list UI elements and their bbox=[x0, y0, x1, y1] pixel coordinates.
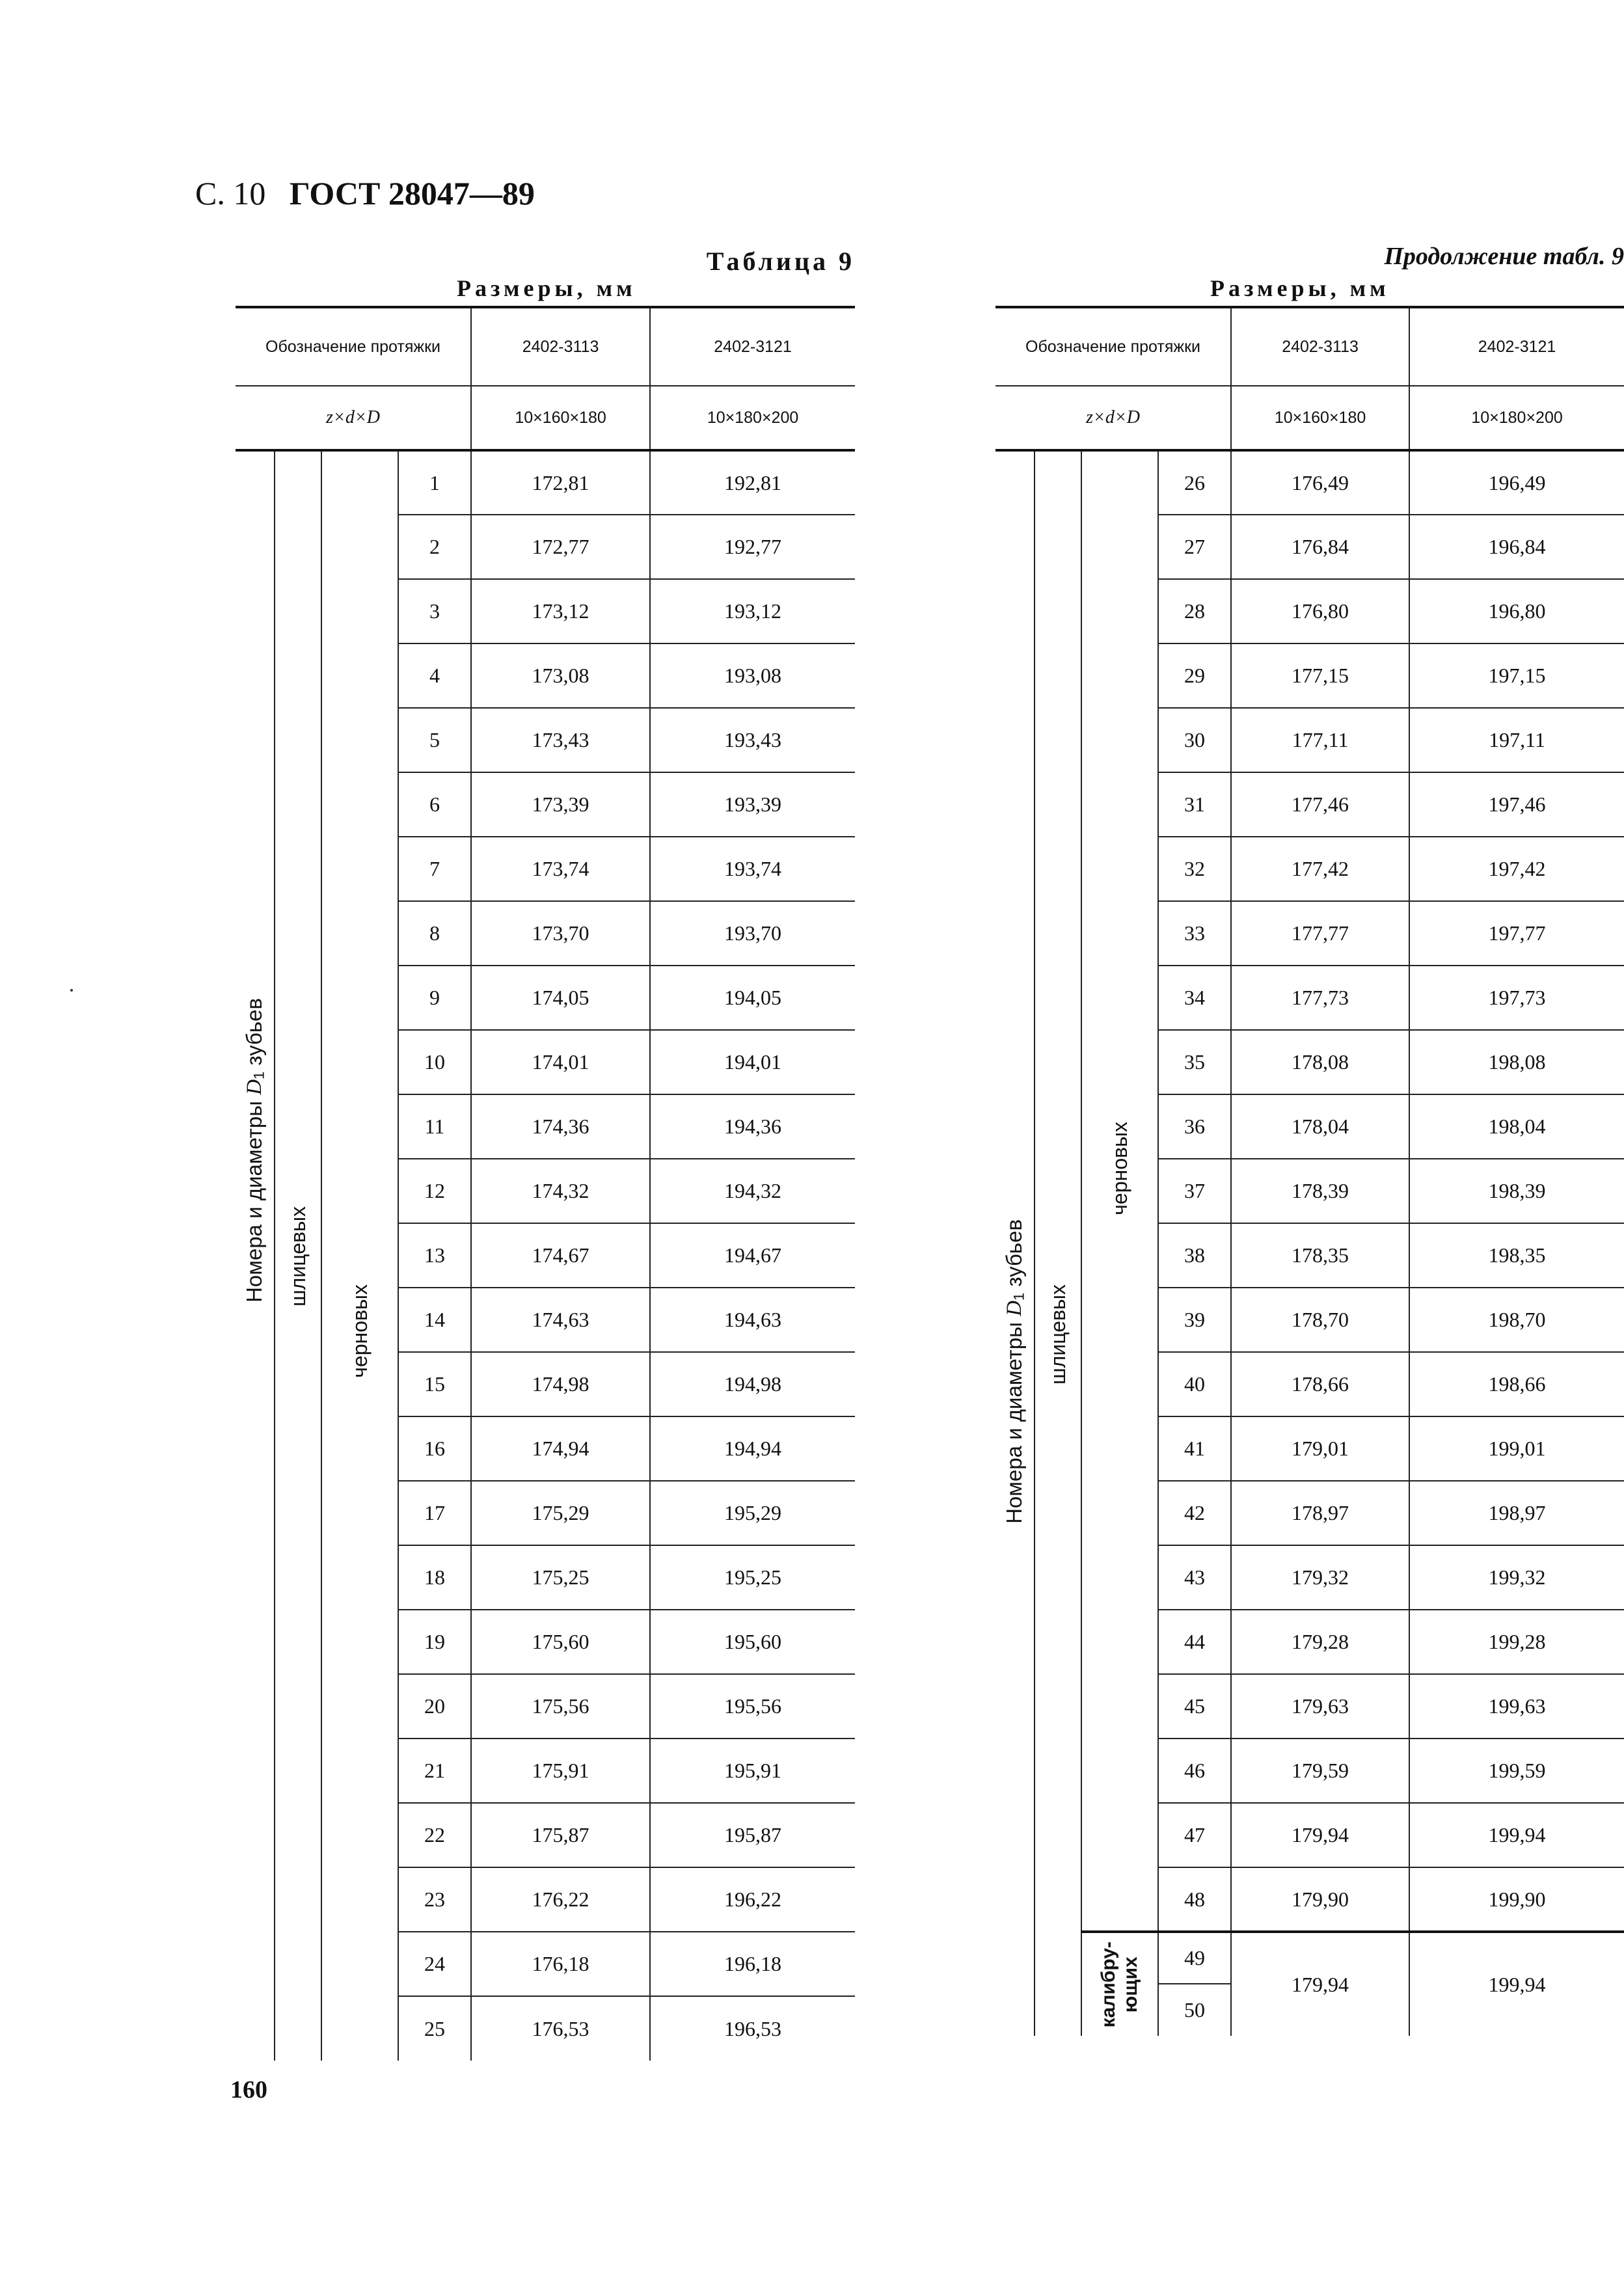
diameter-value-col-2: 193,39 bbox=[650, 772, 855, 837]
diameter-value-col-2: 196,22 bbox=[650, 1867, 855, 1932]
tooth-number: 7 bbox=[398, 837, 471, 901]
diameter-value-col-2: 195,56 bbox=[650, 1674, 855, 1739]
dimensions-table-continued bbox=[995, 306, 1624, 2036]
diameter-value-col-1: 179,94 bbox=[1231, 1803, 1409, 1867]
diameter-value-col-1: 177,11 bbox=[1231, 708, 1409, 772]
diameter-value-col-2: 192,77 bbox=[650, 515, 855, 579]
diameter-value-col-1: 173,74 bbox=[471, 837, 650, 901]
diameter-value-col-1: 175,60 bbox=[471, 1610, 650, 1674]
tooth-number: 16 bbox=[398, 1416, 471, 1481]
header-row-dims bbox=[995, 386, 1624, 450]
diameter-value-col-2: 193,08 bbox=[650, 643, 855, 708]
standard-number: ГОСТ 28047—89 bbox=[289, 175, 535, 211]
diameter-value-col-1: 176,80 bbox=[1231, 579, 1409, 643]
tooth-number: 25 bbox=[398, 1996, 471, 2061]
table-row bbox=[995, 450, 1624, 515]
dims-col-2: 10×180×200 bbox=[650, 386, 855, 450]
diameter-value-col-2: 195,29 bbox=[650, 1481, 855, 1545]
diameter-value-col-2: 198,66 bbox=[1409, 1352, 1624, 1416]
tooth-number: 30 bbox=[1158, 708, 1231, 772]
diameter-value-col-1: 179,63 bbox=[1231, 1674, 1409, 1739]
diameter-value-col-1: 174,05 bbox=[471, 966, 650, 1030]
diameter-value-col-1: 173,39 bbox=[471, 772, 650, 837]
diameter-value-col-1: 179,28 bbox=[1231, 1610, 1409, 1674]
dims-col-2: 10×180×200 bbox=[1409, 386, 1624, 450]
header-col-1: 2402-3113 bbox=[471, 307, 650, 386]
diameter-value-col-2: 193,12 bbox=[650, 579, 855, 643]
tooth-number: 33 bbox=[1158, 901, 1231, 966]
page-header bbox=[195, 174, 535, 212]
diameter-value-col-2: 199,90 bbox=[1409, 1867, 1624, 1932]
diameter-value-col-1: 176,53 bbox=[471, 1996, 650, 2061]
tooth-number: 23 bbox=[398, 1867, 471, 1932]
diameter-value-col-2: 195,91 bbox=[650, 1739, 855, 1803]
diameter-value-col-2: 198,04 bbox=[1409, 1094, 1624, 1159]
diameter-value-col-1: 174,36 bbox=[471, 1094, 650, 1159]
diameter-value-col-1: 179,90 bbox=[1231, 1867, 1409, 1932]
category-label-cell bbox=[1081, 450, 1158, 1932]
diameter-value-col-2: 199,32 bbox=[1409, 1545, 1624, 1610]
tooth-number: 43 bbox=[1158, 1545, 1231, 1610]
tooth-number: 29 bbox=[1158, 643, 1231, 708]
table-row-calibration bbox=[995, 1932, 1624, 1984]
diameter-value-col-2: 194,32 bbox=[650, 1159, 855, 1223]
tooth-number: 2 bbox=[398, 515, 471, 579]
diameter-value-col-2: 195,87 bbox=[650, 1803, 855, 1867]
calibration-value-col-2: 199,94 bbox=[1409, 1932, 1624, 2036]
diameter-value-col-2: 198,70 bbox=[1409, 1288, 1624, 1352]
tooth-number: 37 bbox=[1158, 1159, 1231, 1223]
diameter-value-col-1: 173,08 bbox=[471, 643, 650, 708]
tooth-number: 32 bbox=[1158, 837, 1231, 901]
header-designation: Обозначение протяжки bbox=[995, 307, 1231, 386]
tooth-number: 21 bbox=[398, 1739, 471, 1803]
diameter-value-col-1: 173,70 bbox=[471, 901, 650, 966]
group-label: Номера и диаметры $D_1$ зубьев bbox=[1001, 1219, 1027, 1524]
tooth-number: 28 bbox=[1158, 579, 1231, 643]
diameter-value-col-1: 176,22 bbox=[471, 1867, 650, 1932]
calibration-label: калибру- ющих bbox=[1098, 1941, 1141, 2028]
diameter-value-col-1: 178,66 bbox=[1231, 1352, 1409, 1416]
tooth-number: 45 bbox=[1158, 1674, 1231, 1739]
diameter-value-col-1: 178,97 bbox=[1231, 1481, 1409, 1545]
diameter-value-col-2: 197,42 bbox=[1409, 837, 1624, 901]
diameter-value-col-1: 175,25 bbox=[471, 1545, 650, 1610]
header-col-1: 2402-3113 bbox=[1231, 307, 1409, 386]
calibration-value-col-1: 179,94 bbox=[1231, 1932, 1409, 2036]
dims-col-1: 10×160×180 bbox=[1231, 386, 1409, 450]
diameter-value-col-1: 176,49 bbox=[1231, 450, 1409, 515]
table-row bbox=[236, 450, 855, 515]
group-label-cell bbox=[995, 450, 1035, 2036]
tooth-number: 41 bbox=[1158, 1416, 1231, 1481]
tooth-number: 14 bbox=[398, 1288, 471, 1352]
diameter-value-col-1: 178,39 bbox=[1231, 1159, 1409, 1223]
diameter-value-col-1: 174,63 bbox=[471, 1288, 650, 1352]
tooth-number: 18 bbox=[398, 1545, 471, 1610]
diameter-value-col-1: 175,87 bbox=[471, 1803, 650, 1867]
tooth-number: 9 bbox=[398, 966, 471, 1030]
tooth-number: 20 bbox=[398, 1674, 471, 1739]
subgroup-label: шлицевых bbox=[1046, 1284, 1070, 1385]
category-label: черновых bbox=[1107, 1122, 1131, 1215]
units-label: Размеры, мм bbox=[457, 275, 636, 301]
header-col-2: 2402-3121 bbox=[1409, 307, 1624, 386]
tooth-number: 6 bbox=[398, 772, 471, 837]
tooth-number: 44 bbox=[1158, 1610, 1231, 1674]
diameter-value-col-2: 196,84 bbox=[1409, 515, 1624, 579]
diameter-value-col-2: 197,15 bbox=[1409, 643, 1624, 708]
tooth-number: 47 bbox=[1158, 1803, 1231, 1867]
diameter-value-col-1: 179,01 bbox=[1231, 1416, 1409, 1481]
tooth-number: 4 bbox=[398, 643, 471, 708]
header-row-designation bbox=[995, 307, 1624, 386]
diameter-value-col-2: 195,60 bbox=[650, 1610, 855, 1674]
tooth-number: 48 bbox=[1158, 1867, 1231, 1932]
diameter-value-col-2: 198,08 bbox=[1409, 1030, 1624, 1094]
tooth-number: 24 bbox=[398, 1932, 471, 1996]
tooth-number: 49 bbox=[1158, 1932, 1231, 1984]
tooth-number: 8 bbox=[398, 901, 471, 966]
diameter-value-col-1: 172,81 bbox=[471, 450, 650, 515]
diameter-value-col-1: 172,77 bbox=[471, 515, 650, 579]
category-label-cell bbox=[321, 450, 398, 2061]
subgroup-label-cell bbox=[275, 450, 321, 2061]
tooth-number: 5 bbox=[398, 708, 471, 772]
diameter-value-col-2: 196,49 bbox=[1409, 450, 1624, 515]
diameter-value-col-1: 174,98 bbox=[471, 1352, 650, 1416]
dimensions-table bbox=[236, 306, 855, 2061]
tooth-number: 36 bbox=[1158, 1094, 1231, 1159]
diameter-value-col-2: 197,77 bbox=[1409, 901, 1624, 966]
tooth-number: 38 bbox=[1158, 1223, 1231, 1288]
diameter-value-col-1: 176,18 bbox=[471, 1932, 650, 1996]
diameter-value-col-2: 194,01 bbox=[650, 1030, 855, 1094]
tooth-number: 27 bbox=[1158, 515, 1231, 579]
diameter-value-col-2: 197,11 bbox=[1409, 708, 1624, 772]
diameter-value-col-2: 193,74 bbox=[650, 837, 855, 901]
diameter-value-col-2: 197,73 bbox=[1409, 966, 1624, 1030]
tooth-number: 19 bbox=[398, 1610, 471, 1674]
page-number: 160 bbox=[230, 2076, 267, 2104]
diameter-value-col-2: 194,05 bbox=[650, 966, 855, 1030]
tooth-number: 31 bbox=[1158, 772, 1231, 837]
diameter-value-col-1: 177,46 bbox=[1231, 772, 1409, 837]
tooth-number: 10 bbox=[398, 1030, 471, 1094]
tooth-number: 3 bbox=[398, 579, 471, 643]
diameter-value-col-1: 174,94 bbox=[471, 1416, 650, 1481]
diameter-value-col-2: 196,53 bbox=[650, 1996, 855, 2061]
tooth-number: 35 bbox=[1158, 1030, 1231, 1094]
diameter-value-col-1: 173,12 bbox=[471, 579, 650, 643]
diameter-value-col-2: 193,70 bbox=[650, 901, 855, 966]
diameter-value-col-2: 194,67 bbox=[650, 1223, 855, 1288]
scan-speck bbox=[70, 989, 73, 992]
header-dims-label: z×d×D bbox=[236, 386, 471, 450]
diameter-value-col-1: 176,84 bbox=[1231, 515, 1409, 579]
header-col-2: 2402-3121 bbox=[650, 307, 855, 386]
subgroup-label: шлицевых bbox=[286, 1206, 310, 1306]
diameter-value-col-1: 178,08 bbox=[1231, 1030, 1409, 1094]
tooth-number: 15 bbox=[398, 1352, 471, 1416]
table-caption: Таблица 9 bbox=[706, 247, 855, 276]
diameter-value-col-1: 173,43 bbox=[471, 708, 650, 772]
diameter-value-col-1: 179,59 bbox=[1231, 1739, 1409, 1803]
tooth-number: 22 bbox=[398, 1803, 471, 1867]
tooth-number: 39 bbox=[1158, 1288, 1231, 1352]
diameter-value-col-2: 195,25 bbox=[650, 1545, 855, 1610]
diameter-value-col-1: 174,32 bbox=[471, 1159, 650, 1223]
tooth-number: 12 bbox=[398, 1159, 471, 1223]
diameter-value-col-1: 175,91 bbox=[471, 1739, 650, 1803]
table-continued-caption: Продолжение табл. 9 bbox=[1384, 243, 1624, 270]
diameter-value-col-1: 175,29 bbox=[471, 1481, 650, 1545]
page-prefix: С. 10 bbox=[195, 175, 266, 211]
diameter-value-col-2: 199,63 bbox=[1409, 1674, 1624, 1739]
tooth-number: 13 bbox=[398, 1223, 471, 1288]
diameter-value-col-1: 175,56 bbox=[471, 1674, 650, 1739]
diameter-value-col-2: 197,46 bbox=[1409, 772, 1624, 837]
dims-col-1: 10×160×180 bbox=[471, 386, 650, 450]
category-label: черновых bbox=[347, 1284, 372, 1378]
diameter-value-col-2: 198,39 bbox=[1409, 1159, 1624, 1223]
diameter-value-col-2: 198,97 bbox=[1409, 1481, 1624, 1545]
calibration-label-cell bbox=[1081, 1932, 1158, 2036]
diameter-value-col-1: 177,73 bbox=[1231, 966, 1409, 1030]
diameter-value-col-2: 194,63 bbox=[650, 1288, 855, 1352]
tooth-number: 42 bbox=[1158, 1481, 1231, 1545]
diameter-value-col-1: 177,42 bbox=[1231, 837, 1409, 901]
diameter-value-col-2: 192,81 bbox=[650, 450, 855, 515]
header-dims-label: z×d×D bbox=[995, 386, 1231, 450]
diameter-value-col-2: 198,35 bbox=[1409, 1223, 1624, 1288]
diameter-value-col-2: 193,43 bbox=[650, 708, 855, 772]
tooth-number: 40 bbox=[1158, 1352, 1231, 1416]
tooth-number: 34 bbox=[1158, 966, 1231, 1030]
diameter-value-col-1: 178,70 bbox=[1231, 1288, 1409, 1352]
diameter-value-col-1: 177,77 bbox=[1231, 901, 1409, 966]
diameter-value-col-2: 194,98 bbox=[650, 1352, 855, 1416]
diameter-value-col-1: 177,15 bbox=[1231, 643, 1409, 708]
tooth-number: 26 bbox=[1158, 450, 1231, 515]
diameter-value-col-2: 199,01 bbox=[1409, 1416, 1624, 1481]
diameter-value-col-1: 179,32 bbox=[1231, 1545, 1409, 1610]
diameter-value-col-2: 194,94 bbox=[650, 1416, 855, 1481]
diameter-value-col-1: 174,67 bbox=[471, 1223, 650, 1288]
tooth-number: 11 bbox=[398, 1094, 471, 1159]
diameter-value-col-1: 178,04 bbox=[1231, 1094, 1409, 1159]
header-row-designation bbox=[236, 307, 855, 386]
tooth-number: 46 bbox=[1158, 1739, 1231, 1803]
diameter-value-col-2: 194,36 bbox=[650, 1094, 855, 1159]
diameter-value-col-2: 199,28 bbox=[1409, 1610, 1624, 1674]
diameter-value-col-2: 199,94 bbox=[1409, 1803, 1624, 1867]
diameter-value-col-1: 178,35 bbox=[1231, 1223, 1409, 1288]
diameter-value-col-1: 174,01 bbox=[471, 1030, 650, 1094]
diameter-value-col-2: 196,18 bbox=[650, 1932, 855, 1996]
tooth-number: 50 bbox=[1158, 1984, 1231, 2036]
header-designation: Обозначение протяжки bbox=[236, 307, 471, 386]
group-label: Номера и диаметры $D_1$ зубьев bbox=[241, 998, 267, 1303]
units-label: Размеры, мм bbox=[1210, 275, 1390, 301]
diameter-value-col-2: 196,80 bbox=[1409, 579, 1624, 643]
group-label-cell bbox=[236, 450, 275, 2061]
diameter-value-col-2: 199,59 bbox=[1409, 1739, 1624, 1803]
header-row-dims bbox=[236, 386, 855, 450]
subgroup-label-cell bbox=[1035, 450, 1081, 2036]
tooth-number: 17 bbox=[398, 1481, 471, 1545]
tooth-number: 1 bbox=[398, 450, 471, 515]
